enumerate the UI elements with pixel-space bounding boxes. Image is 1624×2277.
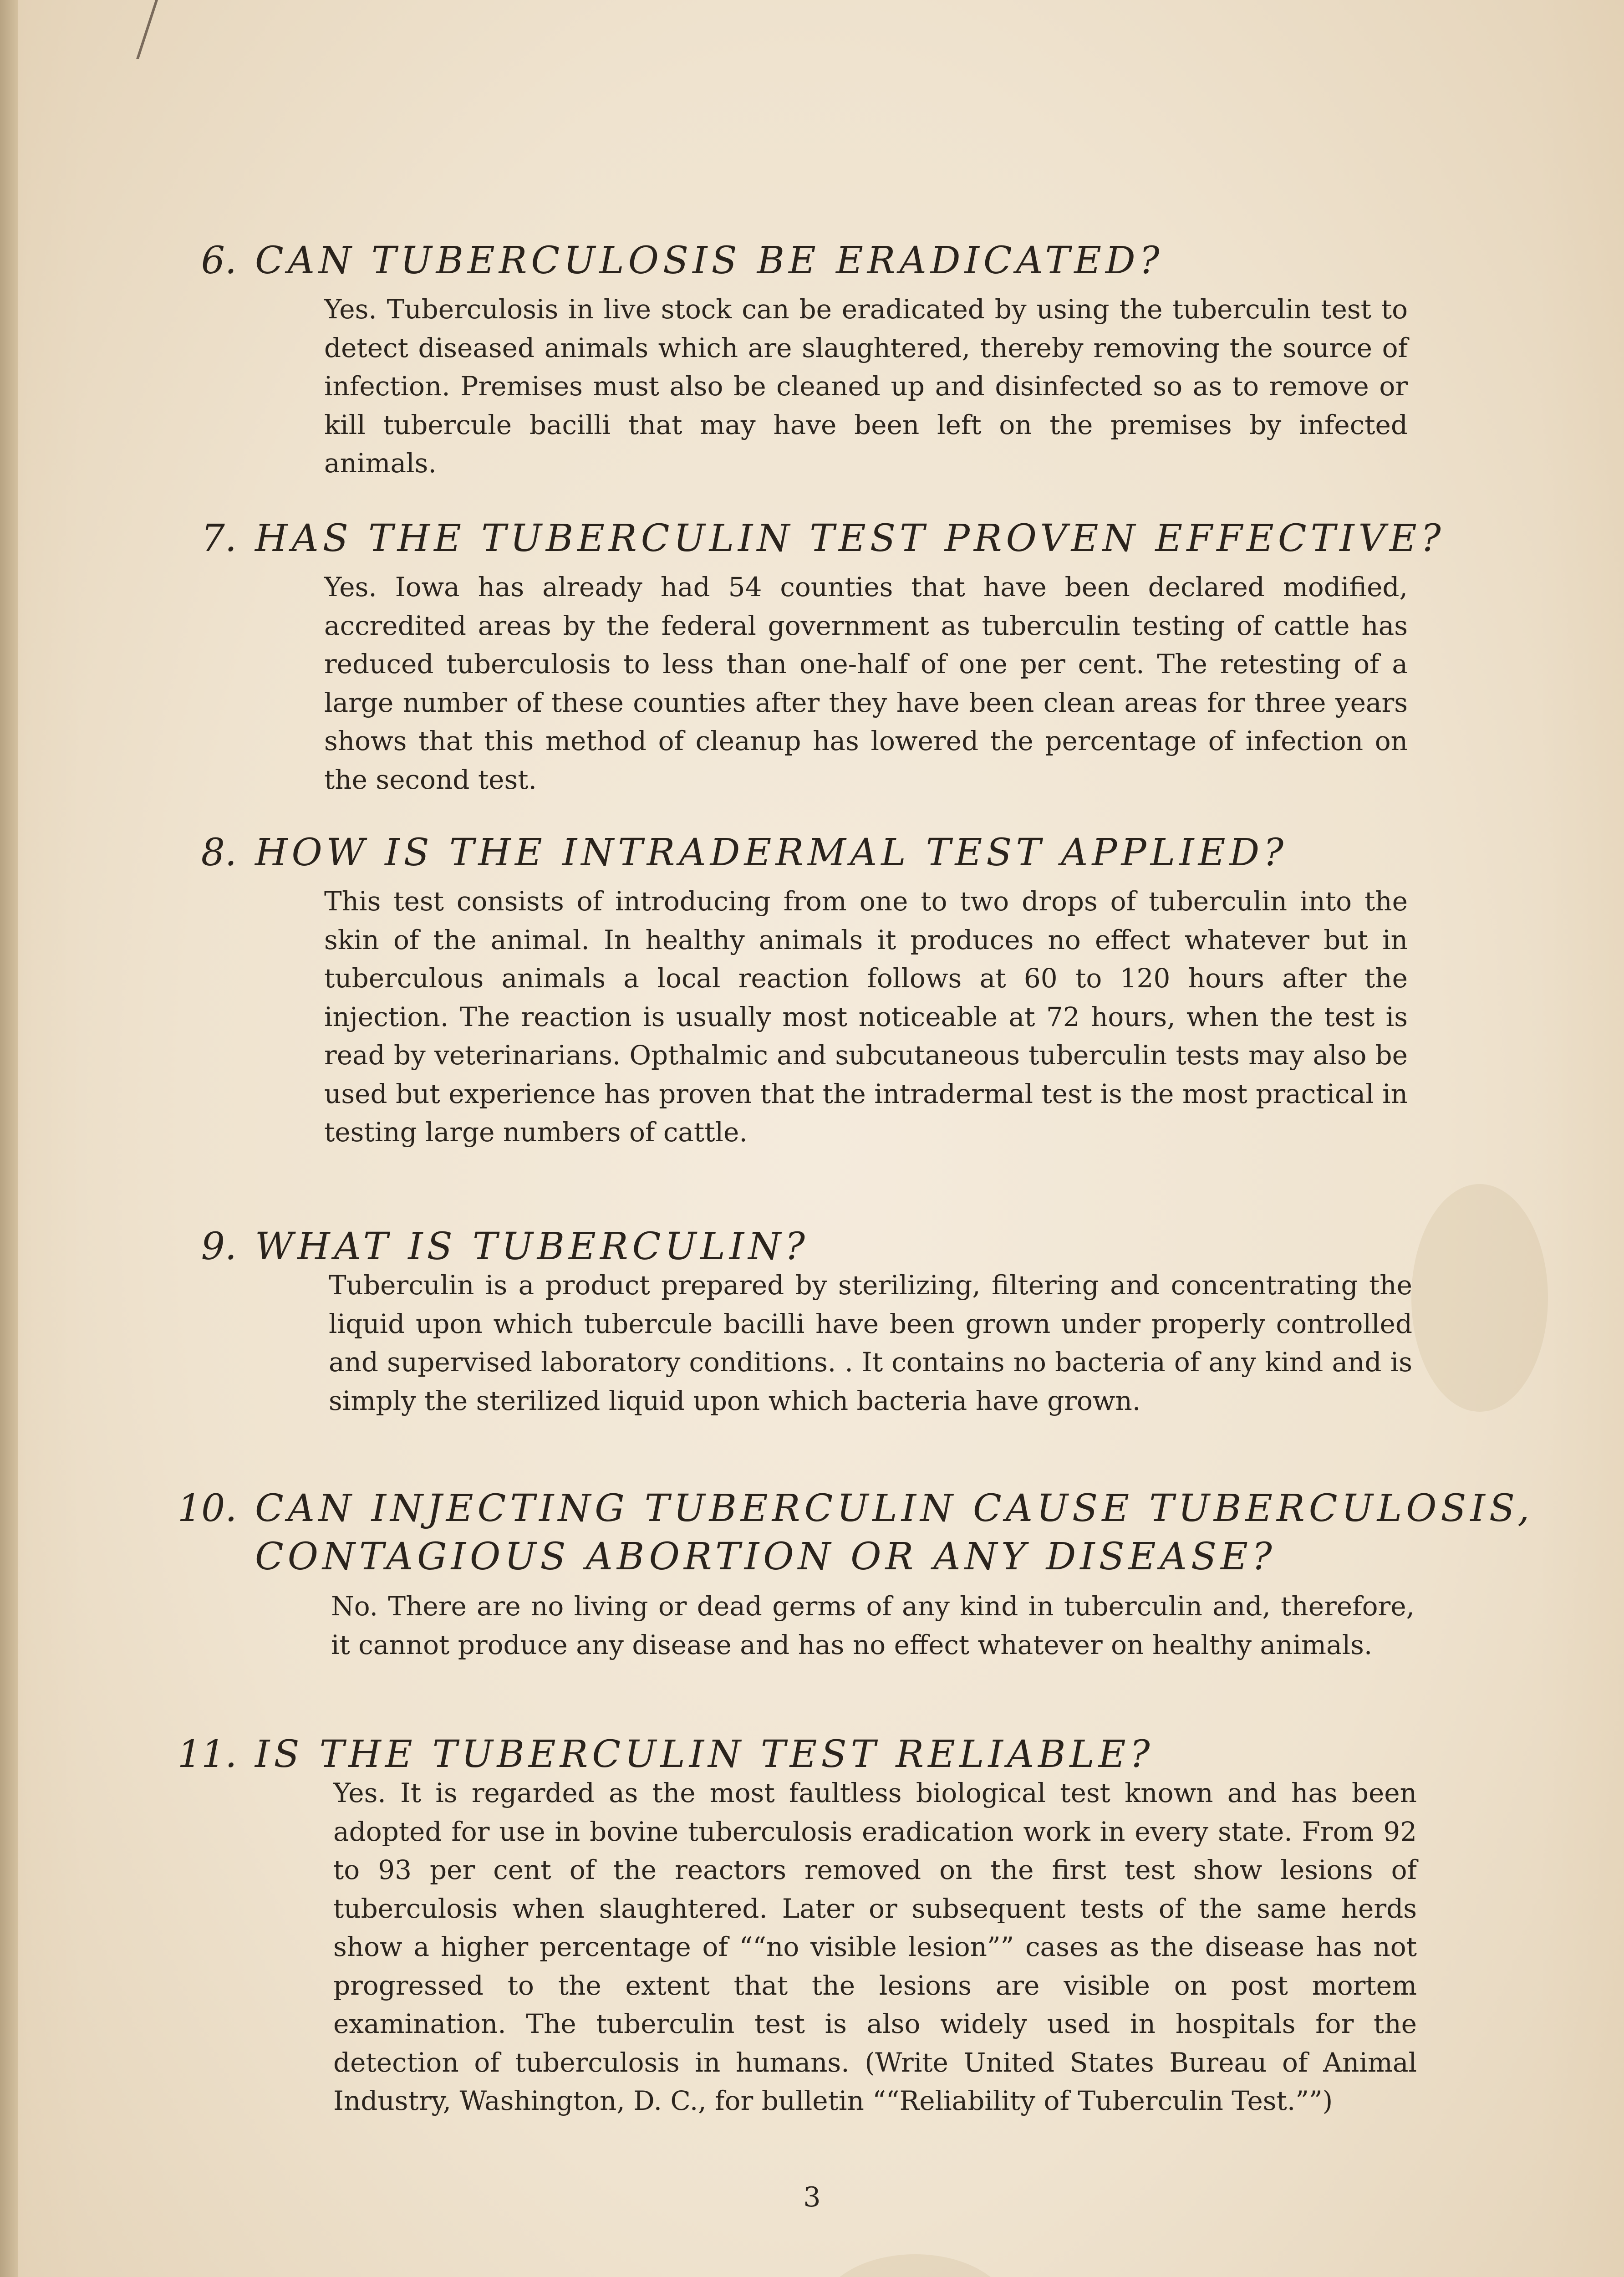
- question-number: 11.: [178, 1733, 237, 1776]
- question-number: 8.: [201, 831, 237, 874]
- page-number: 3: [803, 2181, 821, 2213]
- question-title: IS THE TUBERCULIN TEST RELIABLE?: [255, 1733, 1154, 1776]
- question-7-heading: [178, 515, 1445, 563]
- question-6-heading: [178, 237, 1164, 285]
- question-title: WHAT IS TUBERCULIN?: [255, 1225, 809, 1268]
- question-number: 7.: [201, 517, 237, 560]
- question-7-answer: Yes. Iowa has already had 54 counties that have been declared modified, accredited areas by the federal government as tuberculin testing of cattle has reduced tuberculosis to less than one-half of one per cent. The retesting of a large number of these counties after they have been clean areas for three years shows that this method of cleanup has lowered the percentage of infection on the second test.: [324, 572, 1408, 795]
- question-11-answer: Yes. It is regarded as the most faultless biological test known and has been adopted for use in bovine tuberculosis eradication work in every state. From 92 to 93 per cent of the reactors removed on the first test show lesions of tuberculosis when slaughtered. Later or subsequent tests of the same herds show a higher percentage of ““no visible lesion”” cases as the disease has not progressed to the extent that the lesions are visible on post mortem examination. The tuberculin test is also widely used in hospitals for the detection of tuberculosis in humans. (Write United States Bureau of Animal Industry, Washington, D. C., for bulletin ““Reliability of Tuberculin Test.””): [333, 1777, 1417, 2116]
- question-number: 10.: [178, 1487, 237, 1530]
- pencil-mark: [122, 0, 158, 59]
- question-9-answer: Tuberculin is a product prepared by sterilizing, filtering and concentrating the liquid upon which tubercule bacilli have been grown under properly controlled and supervised laboratory conditions. . It contains no bacteria of any kind and is simply the sterilized liquid upon which bacteria have grown.: [329, 1270, 1412, 1416]
- question-8-heading: [178, 829, 1288, 877]
- question-11-heading: [178, 1731, 1154, 1779]
- question-number: 9.: [201, 1225, 237, 1268]
- question-9-heading: [178, 1223, 809, 1271]
- page-edge-shadow: [0, 0, 18, 2277]
- question-6-answer: Yes. Tuberculosis in live stock can be eradicated by using the tuberculin test to detect diseased animals which are slaughtered, thereby removing the source of infection. Premises must also be cleaned up and disinfected so as to remove or kill tubercule bacilli that may have been left on the premises by infected animals.: [324, 294, 1408, 479]
- question-8-answer: This test consists of introducing from one to two drops of tuberculin into the skin of the animal. In healthy animals it produces no effect whatever but in tuberculous animals a local reaction follows at 60 to 120 hours after the injection. The reaction is usually most noticeable at 72 hours, when the test is read by veterinarians. Opthalmic and subcutaneous tuberculin tests may also be used but experience has proven that the intradermal test is the most practical in testing large numbers of cattle.: [324, 886, 1408, 1148]
- question-10-heading: [178, 1485, 1533, 1581]
- question-number: 6.: [201, 239, 237, 282]
- paper-stain: [820, 2254, 1011, 2277]
- question-title: CAN INJECTING TUBERCULIN CAUSE TUBERCULOSIS,: [255, 1487, 1534, 1530]
- paper-stain: [1411, 1184, 1548, 1412]
- question-title: CAN TUBERCULOSIS BE ERADICATED?: [255, 239, 1164, 282]
- question-10-answer: No. There are no living or dead germs of any kind in tuberculin and, therefore, it cannot produce any disease and has no effect whatever on healthy animals.: [331, 1591, 1415, 1660]
- question-title: HOW IS THE INTRADERMAL TEST APPLIED?: [255, 831, 1288, 874]
- question-title-line-2: CONTAGIOUS ABORTION OR ANY DISEASE?: [255, 1535, 1276, 1578]
- question-title: HAS THE TUBERCULIN TEST PROVEN EFFECTIVE?: [255, 517, 1445, 560]
